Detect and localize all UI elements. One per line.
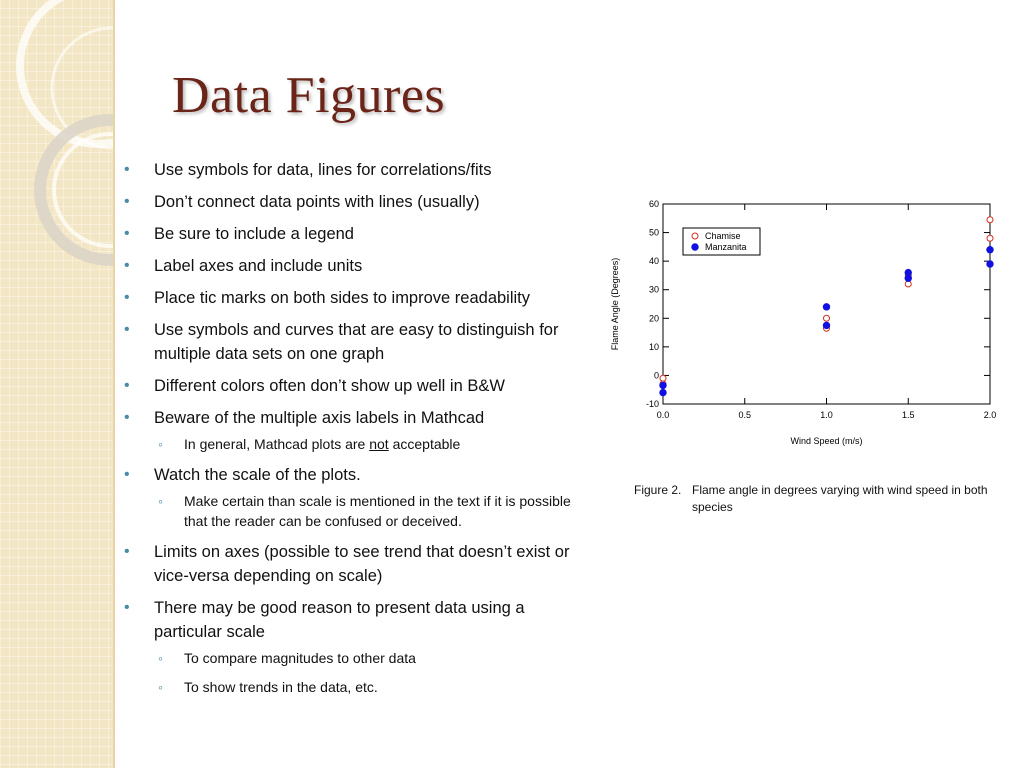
- data-point-chamise: [987, 217, 993, 223]
- bullet-item: • Use symbols for data, lines for correlations/fits: [124, 158, 584, 182]
- scatter-chart: [600, 192, 1010, 462]
- bullet-item: • Beware of the multiple axis labels in Mathcad: [124, 406, 584, 430]
- y-tick-label: 60: [648, 199, 659, 209]
- sub-bullet-underlined: not: [369, 436, 389, 452]
- slide-title: Data Figures: [172, 67, 446, 124]
- y-tick-label: 40: [648, 256, 659, 267]
- y-axis-label: Flame Angle (Degrees): [610, 257, 620, 351]
- x-tick-label: 2.0: [983, 410, 997, 420]
- sub-bullet-text-after: acceptable: [388, 436, 461, 452]
- figure-caption-text: Flame angle in degrees varying with wind speed in both species: [692, 483, 988, 514]
- x-axis-label: Wind Speed (m/s): [790, 436, 863, 446]
- data-point-manzanita: [905, 275, 911, 281]
- bullet-item: • Use symbols and curves that are easy to distinguish for multiple data sets on one graph: [124, 318, 584, 366]
- x-tick-label: 1.5: [901, 410, 915, 420]
- bullet-item: • Different colors often don’t show up well in B&W: [124, 374, 584, 398]
- bullet-item: • Be sure to include a legend: [124, 222, 584, 246]
- bullet-item: • Don’t connect data points with lines (usually): [124, 190, 584, 214]
- sub-bullet-item: ◦ Make certain than scale is mentioned in the text if it is possible that the reader can be confused or deceived.: [124, 491, 584, 531]
- y-tick-label: 20: [648, 313, 659, 324]
- data-point-manzanita: [660, 389, 666, 395]
- sidebar-divider: [113, 0, 115, 768]
- y-tick-label: 30: [648, 284, 659, 295]
- bullet-list: [124, 158, 584, 706]
- y-tick-label: 10: [648, 341, 659, 352]
- x-tick-label: 0.5: [738, 410, 752, 420]
- bullet-item: • Place tic marks on both sides to improve readability: [124, 286, 584, 310]
- y-tick-label: -10: [645, 399, 659, 409]
- bullet-item: • Limits on axes (possible to see trend that doesn’t exist or vice-versa depending on scale): [124, 540, 584, 588]
- data-point-manzanita: [987, 247, 993, 253]
- figure-number: Figure 2.: [634, 483, 682, 497]
- figure-caption: [634, 482, 1019, 516]
- bullet-item: • Label axes and include units: [124, 254, 584, 278]
- bullet-item: • Watch the scale of the plots.: [124, 463, 584, 487]
- legend-label: Chamise: [705, 231, 741, 241]
- decorative-sidebar: [0, 0, 113, 768]
- legend-marker-chamise: [692, 233, 698, 239]
- data-point-chamise: [987, 235, 993, 241]
- bullet-item: • There may be good reason to present data using a particular scale: [124, 596, 584, 644]
- data-point-manzanita: [660, 382, 666, 388]
- sub-bullet-item: ◦ To compare magnitudes to other data: [124, 648, 584, 668]
- data-point-manzanita: [987, 261, 993, 267]
- decorative-rings: [0, 0, 113, 768]
- data-point-chamise: [660, 375, 666, 381]
- legend-marker-manzanita: [692, 244, 698, 250]
- data-point-chamise: [824, 315, 830, 321]
- x-tick-label: 1.0: [820, 410, 833, 420]
- sub-bullet-text-before: In general, Mathcad plots are: [184, 436, 370, 452]
- legend-label: Manzanita: [705, 242, 747, 252]
- sub-bullet-item: ◦ To show trends in the data, etc.: [124, 677, 584, 697]
- x-tick-label: 0.0: [656, 410, 670, 420]
- data-point-manzanita: [823, 322, 829, 328]
- data-point-manzanita: [823, 304, 829, 310]
- sub-bullet-item: [124, 434, 584, 454]
- y-tick-label: 50: [648, 227, 659, 238]
- y-tick-label: 0: [653, 370, 659, 381]
